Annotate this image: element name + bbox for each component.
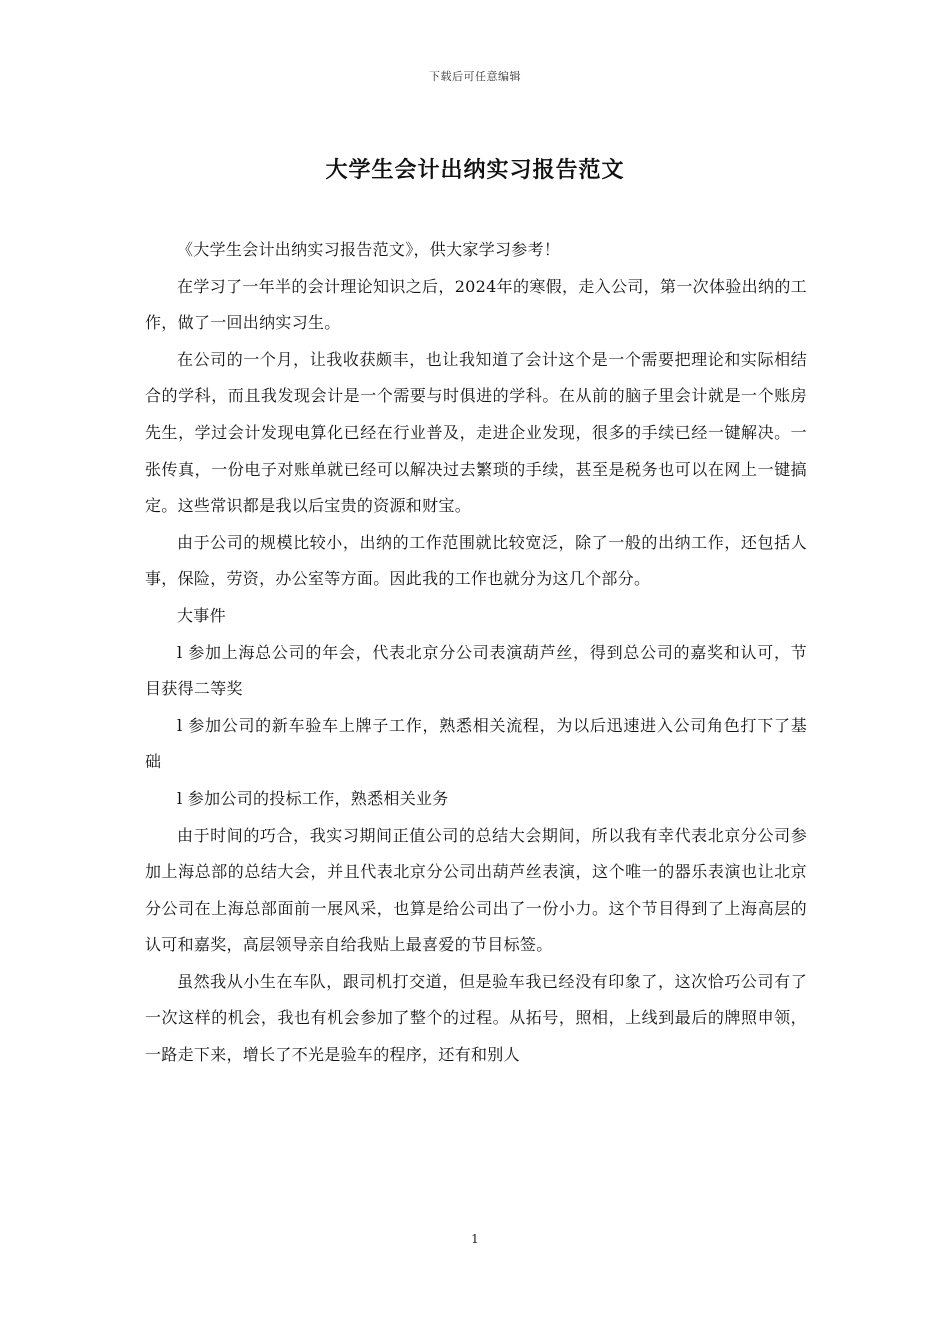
list-item: l 参加公司的投标工作，熟悉相关业务	[177, 788, 449, 808]
section-heading: 大事件	[177, 605, 226, 625]
list-item: l 参加公司的新车验车上牌子工作，熟悉相关流程，为以后迅速进入公司角色打下了基础	[145, 715, 807, 772]
list-item: l 参加上海总公司的年会，代表北京分公司表演葫芦丝，得到总公司的嘉奖和认可，节目获得二等奖	[145, 642, 807, 699]
paragraph-intro: 《大学生会计出纳实习报告范文》，供大家学习参考！	[177, 240, 561, 259]
paragraph: 在公司的一个月，让我收获颇丰，也让我知道了会计这个是一个需要把理论和实际相结合的学科，而且我发现会计是一个需要与时俱进的学科。在从前的脑子里会计就是一个账房先生，学过会计发现电算化已经在行业普及，走进企业发现，很多的手续已经一键解决。一张传真，一份电子对账单就已经可以解决过去繁琐的手续，甚至是税务也可以在网上一键搞定。这些常识都是我以后宝贵的资源和财宝。	[145, 349, 807, 516]
paragraph: 虽然我从小生在车队，跟司机打交道，但是验车我已经没有印象了，这次恰巧公司有了一次这样的机会，我也有机会参加了整个的过程。从拓号，照相，上线到最后的牌照申领，一路走下来，增长了不光是验车的程序，还有和别人	[145, 971, 807, 1065]
document-title: 大学生会计出纳实习报告范文	[325, 157, 625, 183]
page-number: 1	[471, 1232, 479, 1246]
page-header: 下载后可任意编辑	[429, 70, 521, 83]
paragraph: 由于时间的巧合，我实习期间正值公司的总结大会期间，所以我有幸代表北京分公司参加上海总部的总结大会，并且代表北京分公司出葫芦丝表演，这个唯一的器乐表演也让北京分公司在上海总部面前一展风采，也算是给公司出了一份小力。这个节目得到了上海高层的认可和嘉奖，高层领导亲自给我贴上最喜爱的节目标签。	[145, 825, 807, 955]
document-body	[145, 232, 807, 1074]
paragraph: 在学习了一年半的会计理论知识之后，2024年的寒假，走入公司，第一次体验出纳的工作，做了一回出纳实习生。	[145, 276, 807, 333]
paragraph: 由于公司的规模比较小，出纳的工作范围就比较宽泛，除了一般的出纳工作，还包括人事，保险，劳资，办公室等方面。因此我的工作也就分为这几个部分。	[145, 532, 807, 589]
